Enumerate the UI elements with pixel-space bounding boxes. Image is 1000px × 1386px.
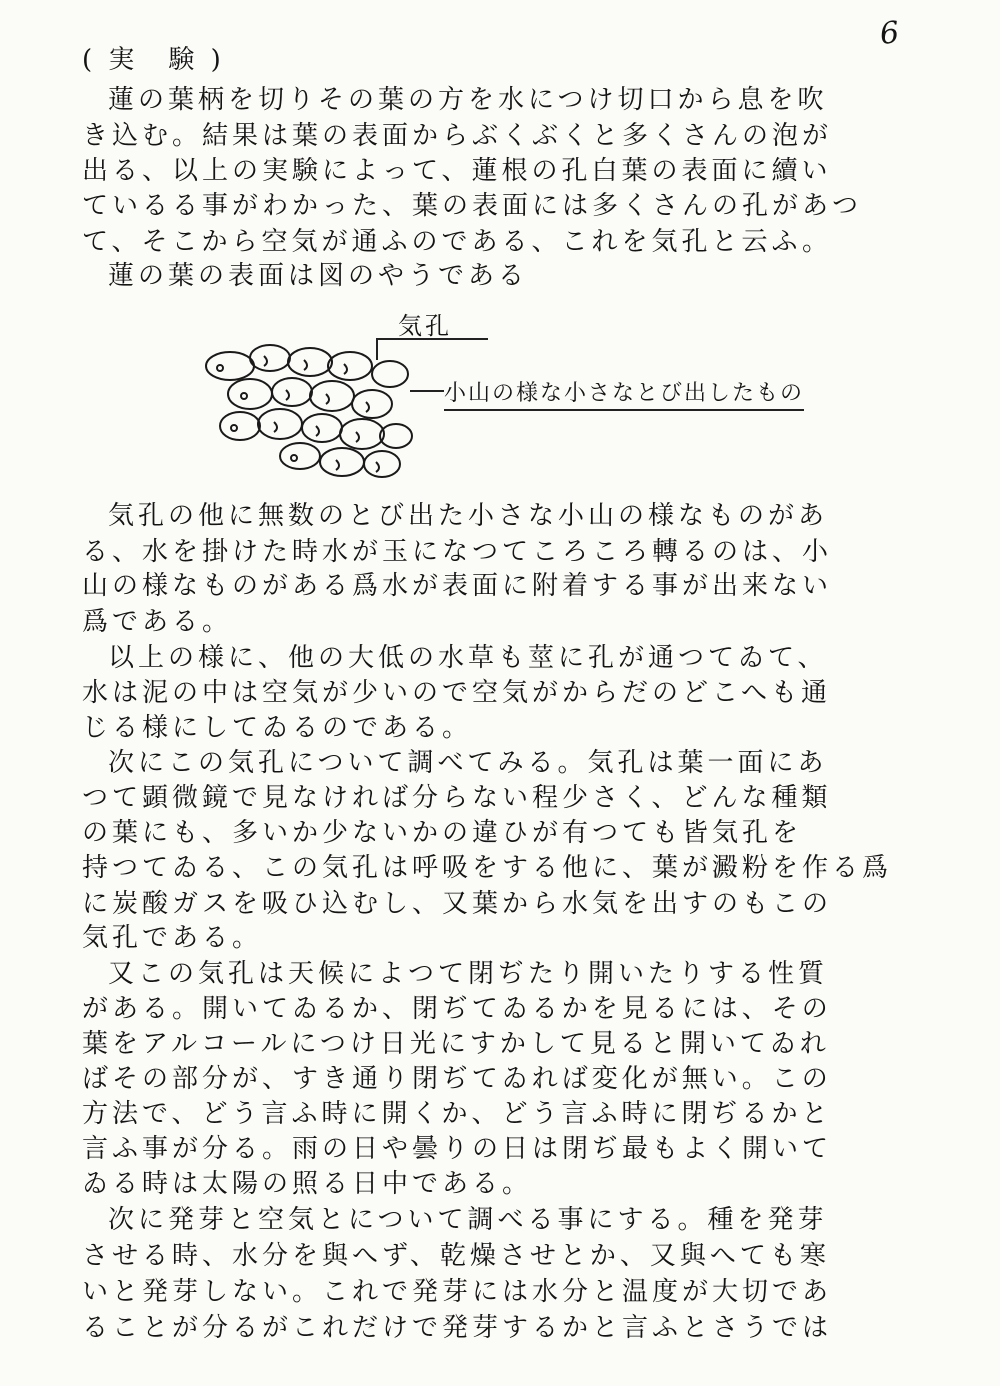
text-line: 次に発芽と空気とについて調べる事にする。種を発芽 — [108, 1205, 828, 1235]
text-line: させる時、水分を與へず、乾燥させとか、又與へても寒 — [82, 1241, 830, 1271]
stomata-label: 気孔 — [398, 312, 452, 340]
text-line: 出る、以上の実験によって、蓮根の孔白葉の表面に續い — [82, 156, 832, 186]
text-line: 以上の様に、他の大低の水草も莖に孔が通つてゐて、 — [108, 643, 828, 673]
text-line: 葉をアルコールにつけ日光にすかして見ると開いてゐれ — [82, 1029, 830, 1059]
text-line: 気孔である。 — [82, 923, 263, 953]
bumps-leader-line — [410, 390, 444, 392]
heading: ( 実 験 ) — [82, 45, 225, 75]
text-line: いと発芽しない。これで発芽には水分と温度が大切であ — [82, 1277, 833, 1307]
leaf-surface-drawing — [200, 336, 430, 486]
text-line: がある。開いてゐるか、閉ぢてゐるかを見るには、その — [82, 994, 832, 1024]
text-line: 持つてゐる、この気孔は呼吸をする他に、葉が澱粉を作る爲 — [82, 853, 893, 883]
text-line: 蓮の葉の表面は図のやうである — [108, 261, 529, 291]
text-line: 山の様なものがある爲水が表面に附着する事が出来ない — [82, 571, 833, 601]
text-line: 蓮の葉柄を切りその葉の方を水につけ切口から息を吹 — [108, 85, 828, 115]
text-line: て、そこから空気が通ふのである、これを気孔と云ふ。 — [82, 227, 833, 257]
text-line: じる様にしてゐるのである。 — [82, 713, 473, 743]
text-line: 爲である。 — [82, 607, 233, 637]
text-line: の葉にも、多いか少ないかの違ひが有つても皆気孔を — [82, 818, 803, 848]
text-line: ゐる時は太陽の照る日中である。 — [82, 1169, 533, 1199]
text-line: き込む。結果は葉の表面からぶくぶくと多くさんの泡が — [82, 121, 833, 151]
text-line: ることが分るがこれだけで発芽するかと言ふとさうでは — [82, 1313, 833, 1343]
text-line: 又この気孔は天候によつて閉ぢたり開いたりする性質 — [108, 959, 829, 989]
text-line: 方法で、どう言ふ時に開くか、どう言ふ時に閉ぢるかと — [82, 1099, 832, 1129]
page-number: 6 — [878, 15, 901, 52]
text-line: 気孔の他に無数のとび出た小さな小山の様なものがあ — [108, 501, 829, 531]
text-line: る、水を掛けた時水が玉になつてころころ轉るのは、小 — [82, 537, 833, 567]
text-line: 言ふ事が分る。雨の日や曇りの日は閉ぢ最もよく開いて — [82, 1134, 833, 1164]
bumps-label: 小山の様な小さなとび出したもの — [444, 376, 804, 411]
text-line: に炭酸ガスを吸ひ込むし、又葉から水気を出すのもこの — [82, 889, 833, 919]
text-line: ているる事がわかった、葉の表面には多くさんの孔があつ — [82, 191, 863, 221]
text-line: 次にこの気孔について調べてみる。気孔は葉一面にあ — [108, 748, 828, 778]
text-line: ばその部分が、すき通り閉ぢてゐれば変化が無い。この — [82, 1064, 832, 1094]
text-line: 水は泥の中は空気が少いので空気がからだのどこへも通 — [82, 678, 831, 708]
text-line: つて顕微鏡で見なければ分らない程少さく、どんな種類 — [82, 783, 832, 813]
